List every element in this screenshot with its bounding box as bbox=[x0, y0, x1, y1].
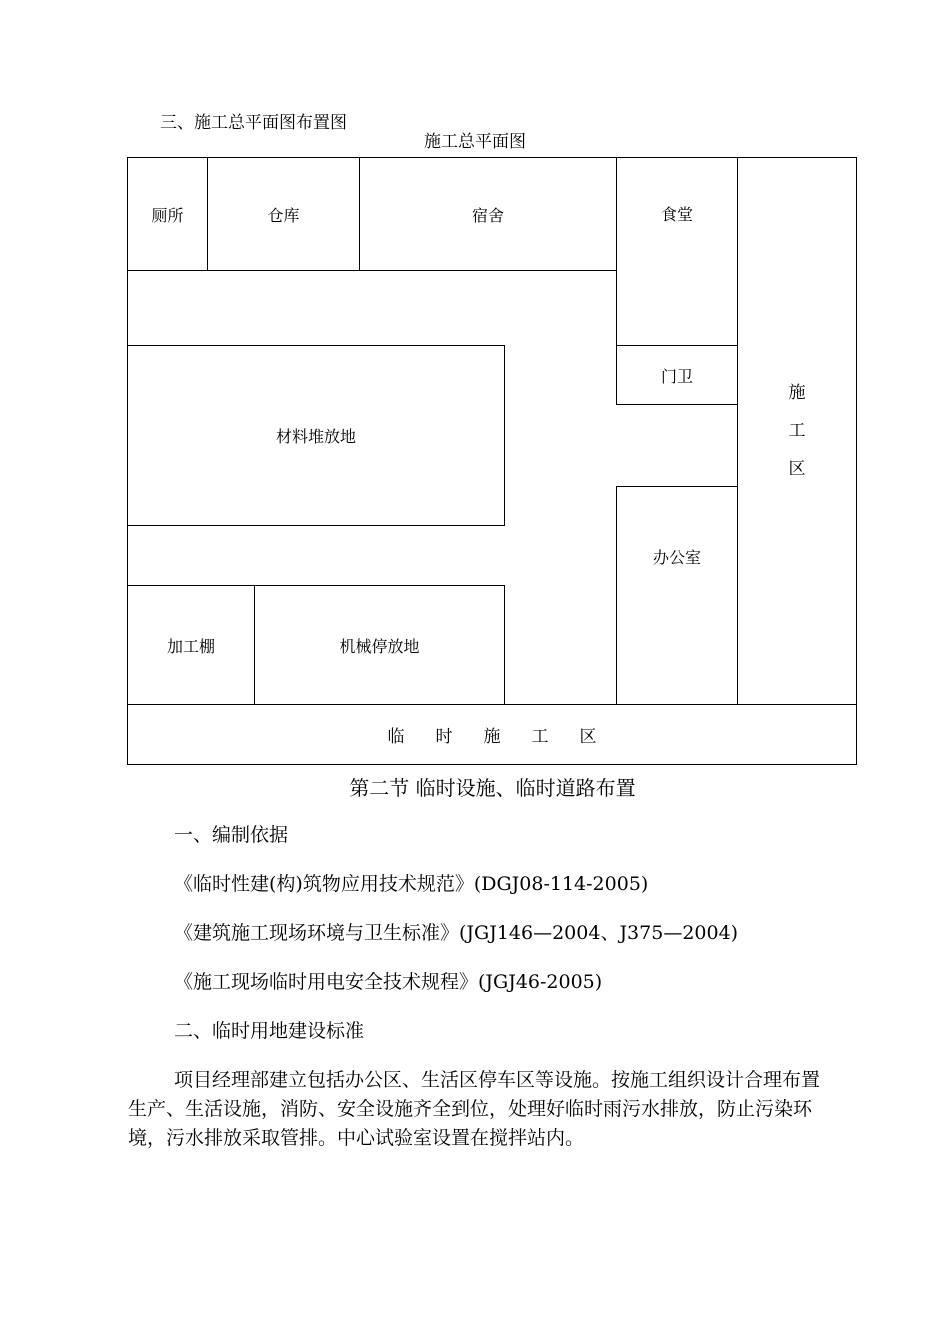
machinery-yard bbox=[254, 585, 505, 705]
construction-area-char: 区 bbox=[788, 459, 806, 479]
room-warehouse-label: 仓库 bbox=[267, 205, 300, 225]
room-dormitory-label: 宿舍 bbox=[471, 205, 504, 225]
section-title: 第二节 临时设施、临时道路布置 bbox=[349, 776, 636, 800]
construction-area-right-label bbox=[738, 374, 856, 488]
construction-area-char: 工 bbox=[788, 421, 806, 441]
basis-item: 《施工现场临时用电安全技术规程》(JGJ46-2005) bbox=[174, 971, 603, 993]
material-yard bbox=[127, 345, 505, 526]
room-gate-guard bbox=[616, 345, 738, 405]
processing-shed bbox=[127, 585, 255, 705]
standard-heading: 二、临时用地建设标准 bbox=[174, 1020, 365, 1042]
temp-area-char: 施 bbox=[483, 727, 501, 747]
temp-construction-area-label bbox=[372, 722, 612, 747]
room-office bbox=[616, 486, 738, 705]
basis-heading: 一、编制依据 bbox=[174, 824, 289, 846]
basis-item: 《建筑施工现场环境与卫生标准》(JGJ146—2004、J375—2004) bbox=[174, 922, 739, 944]
processing-shed-label: 加工棚 bbox=[166, 636, 215, 656]
room-toilet bbox=[127, 157, 208, 271]
basis-item: 《临时性建(构)筑物应用技术规范》(DGJ08-114-2005) bbox=[174, 873, 649, 895]
construction-area-right bbox=[737, 157, 857, 705]
material-yard-label: 材料堆放地 bbox=[275, 427, 356, 446]
room-toilet-label: 厕所 bbox=[151, 205, 184, 225]
section-heading: 三、施工总平面图布置图 bbox=[160, 113, 347, 133]
standard-paragraph: 项目经理部建立包括办公区、生活区停车区等设施。按施工组织设计合理布置生产、生活设施，消防、安全设施齐全到位，处理好临时雨污水排放，防止污染环境，污水排放采取管排。中心试验室设置在搅拌站内。 bbox=[128, 1069, 821, 1149]
machinery-yard-label: 机械停放地 bbox=[339, 636, 420, 656]
room-warehouse bbox=[207, 157, 360, 271]
room-dormitory bbox=[359, 157, 617, 271]
room-office-label: 办公室 bbox=[652, 548, 701, 567]
room-gate-guard-label: 门卫 bbox=[660, 366, 693, 386]
temp-area-char: 工 bbox=[531, 727, 549, 747]
room-canteen-label: 食堂 bbox=[660, 205, 693, 224]
construction-area-char: 施 bbox=[788, 383, 806, 403]
temp-area-char: 临 bbox=[387, 727, 405, 747]
temp-construction-area bbox=[127, 704, 857, 765]
site-plan-title: 施工总平面图 bbox=[424, 132, 526, 152]
site-plan-diagram bbox=[127, 157, 857, 765]
temp-area-char: 时 bbox=[435, 727, 453, 747]
temp-area-char: 区 bbox=[579, 727, 597, 747]
room-canteen bbox=[616, 157, 738, 346]
